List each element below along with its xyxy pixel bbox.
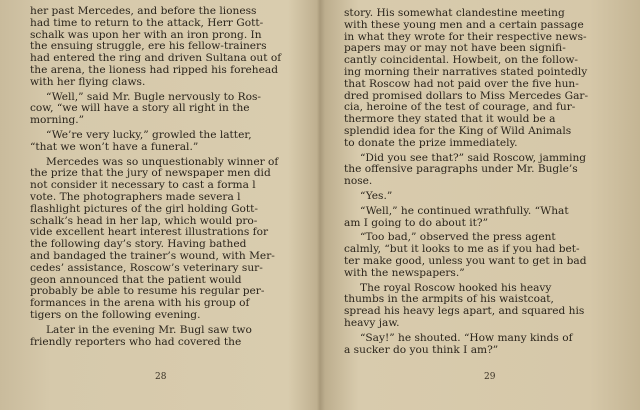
- text-line: Mercedes was so unquestionably winner of: [46, 156, 279, 168]
- text-line: had time to return to the attack, Herr Gott-: [30, 17, 264, 29]
- text-line: papers may or may not have been signifi-: [344, 43, 566, 55]
- text-line: the offensive paragraphs under Mr. Bugle’s: [344, 164, 578, 176]
- text-line: the prize that the jury of newspaper men did: [30, 168, 271, 180]
- text-line: formances in the arena with his group of: [30, 298, 250, 310]
- right-page: [322, 0, 640, 410]
- text-line: schalk was upon her with an iron prong. In: [30, 29, 262, 41]
- text-line: “Too bad,” observed the press agent: [360, 232, 556, 244]
- right-page-text: [344, 8, 620, 356]
- text-line: flashlight pictures of the girl holding Gott-: [30, 203, 259, 215]
- text-line: morning.”: [30, 115, 85, 127]
- text-line: vote. The photographers made severa l: [30, 191, 241, 203]
- text-line: friendly reporters who had covered the: [30, 336, 242, 348]
- text-line: geon announced that the patient would: [30, 274, 242, 286]
- text-line: thermore they stated that it would be a: [344, 114, 556, 126]
- text-line: the following day’s story. Having bathed: [30, 239, 247, 251]
- text-line: story. His somewhat clandestine meeting: [344, 8, 565, 19]
- text-line: tigers on the following evening.: [30, 309, 201, 321]
- text-line: a sucker do you think I am?”: [344, 344, 499, 356]
- text-line: The royal Roscow hooked his heavy: [360, 282, 552, 294]
- text-line: cow, “we will have a story all right in the: [30, 103, 250, 115]
- text-line: nose.: [344, 176, 373, 188]
- text-line: spread his heavy legs apart, and squared his: [344, 306, 585, 318]
- text-line: thumbs in the armpits of his waistcoat,: [344, 294, 554, 306]
- left-page-text: [30, 6, 304, 348]
- paragraph: [344, 191, 620, 203]
- paragraph: [344, 153, 620, 188]
- text-line: schalk’s head in her lap, which would pro-: [30, 215, 258, 227]
- text-line: dred promised dollars to Miss Mercedes Gar-: [344, 90, 589, 102]
- text-line: not consider it necessary to cast a forma l: [30, 180, 256, 192]
- text-line: had entered the ring and driven Sultana out of: [30, 53, 282, 65]
- text-line: and bandaged the trainer’s wound, with Mer-: [30, 250, 275, 262]
- left-page: [0, 0, 318, 410]
- text-line: cedes’ assistance, Roscow’s veterinary sur-: [30, 262, 263, 274]
- text-line: in what they wrote for their respective news-: [344, 31, 587, 43]
- text-line: vide excellent heart interest illustrations for: [30, 227, 269, 239]
- paragraph: [344, 206, 620, 230]
- text-line: with the newspapers.”: [344, 267, 465, 279]
- text-line: “Yes.”: [360, 190, 393, 202]
- text-line: the ensuing struggle, ere his fellow-trainers: [30, 41, 267, 53]
- paragraph: [30, 157, 304, 322]
- text-line: ing morning their narratives stated pointedly: [344, 66, 588, 78]
- text-line: splendid idea for the King of Wild Animals: [344, 125, 572, 137]
- text-line: “Say!” he shouted. “How many kinds of: [360, 332, 573, 344]
- text-line: am I going to do about it?”: [344, 217, 488, 229]
- page-number-left: 28: [155, 372, 167, 383]
- text-line: “Well,” he continued wrathfully. “What: [360, 205, 569, 217]
- paragraph: [30, 6, 304, 89]
- text-line: with these young men and a certain passage: [344, 19, 584, 31]
- text-line: heavy jaw.: [344, 317, 400, 329]
- text-line: probably be able to resume his regular per-: [30, 286, 265, 298]
- text-line: her past Mercedes, and before the lioness: [30, 6, 257, 17]
- text-line: to donate the prize immediately.: [344, 137, 518, 149]
- text-line: “Did you see that?” said Roscow, jamming: [360, 152, 587, 164]
- text-line: “We’re very lucky,” growled the latter,: [46, 129, 252, 141]
- paragraph: [344, 333, 620, 357]
- paragraph: [30, 325, 304, 349]
- text-line: cantly coincidental. Howbeit, on the follow-: [344, 55, 578, 67]
- text-line: that Roscow had not paid over the five hun-: [344, 78, 579, 90]
- paragraph: [344, 8, 620, 150]
- text-line: with her flying claws.: [30, 76, 146, 88]
- paragraph: [344, 232, 620, 279]
- text-line: calmly, “but it looks to me as if you had bet-: [344, 244, 580, 256]
- paragraph: [344, 283, 620, 330]
- text-line: cia, heroine of the test of courage, and fur-: [344, 102, 576, 114]
- text-line: “that we won’t have a funeral.”: [30, 141, 199, 153]
- text-line: “Well,” said Mr. Bugle nervously to Ros-: [46, 91, 262, 103]
- paragraph: [30, 92, 304, 127]
- text-line: Later in the evening Mr. Bugl saw two: [46, 324, 252, 336]
- paragraph: [30, 130, 304, 154]
- text-line: ter make good, unless you want to get in bad: [344, 255, 587, 267]
- page-number-right: 29: [484, 372, 496, 383]
- text-line: the arena, the lioness had ripped his forehead: [30, 64, 279, 76]
